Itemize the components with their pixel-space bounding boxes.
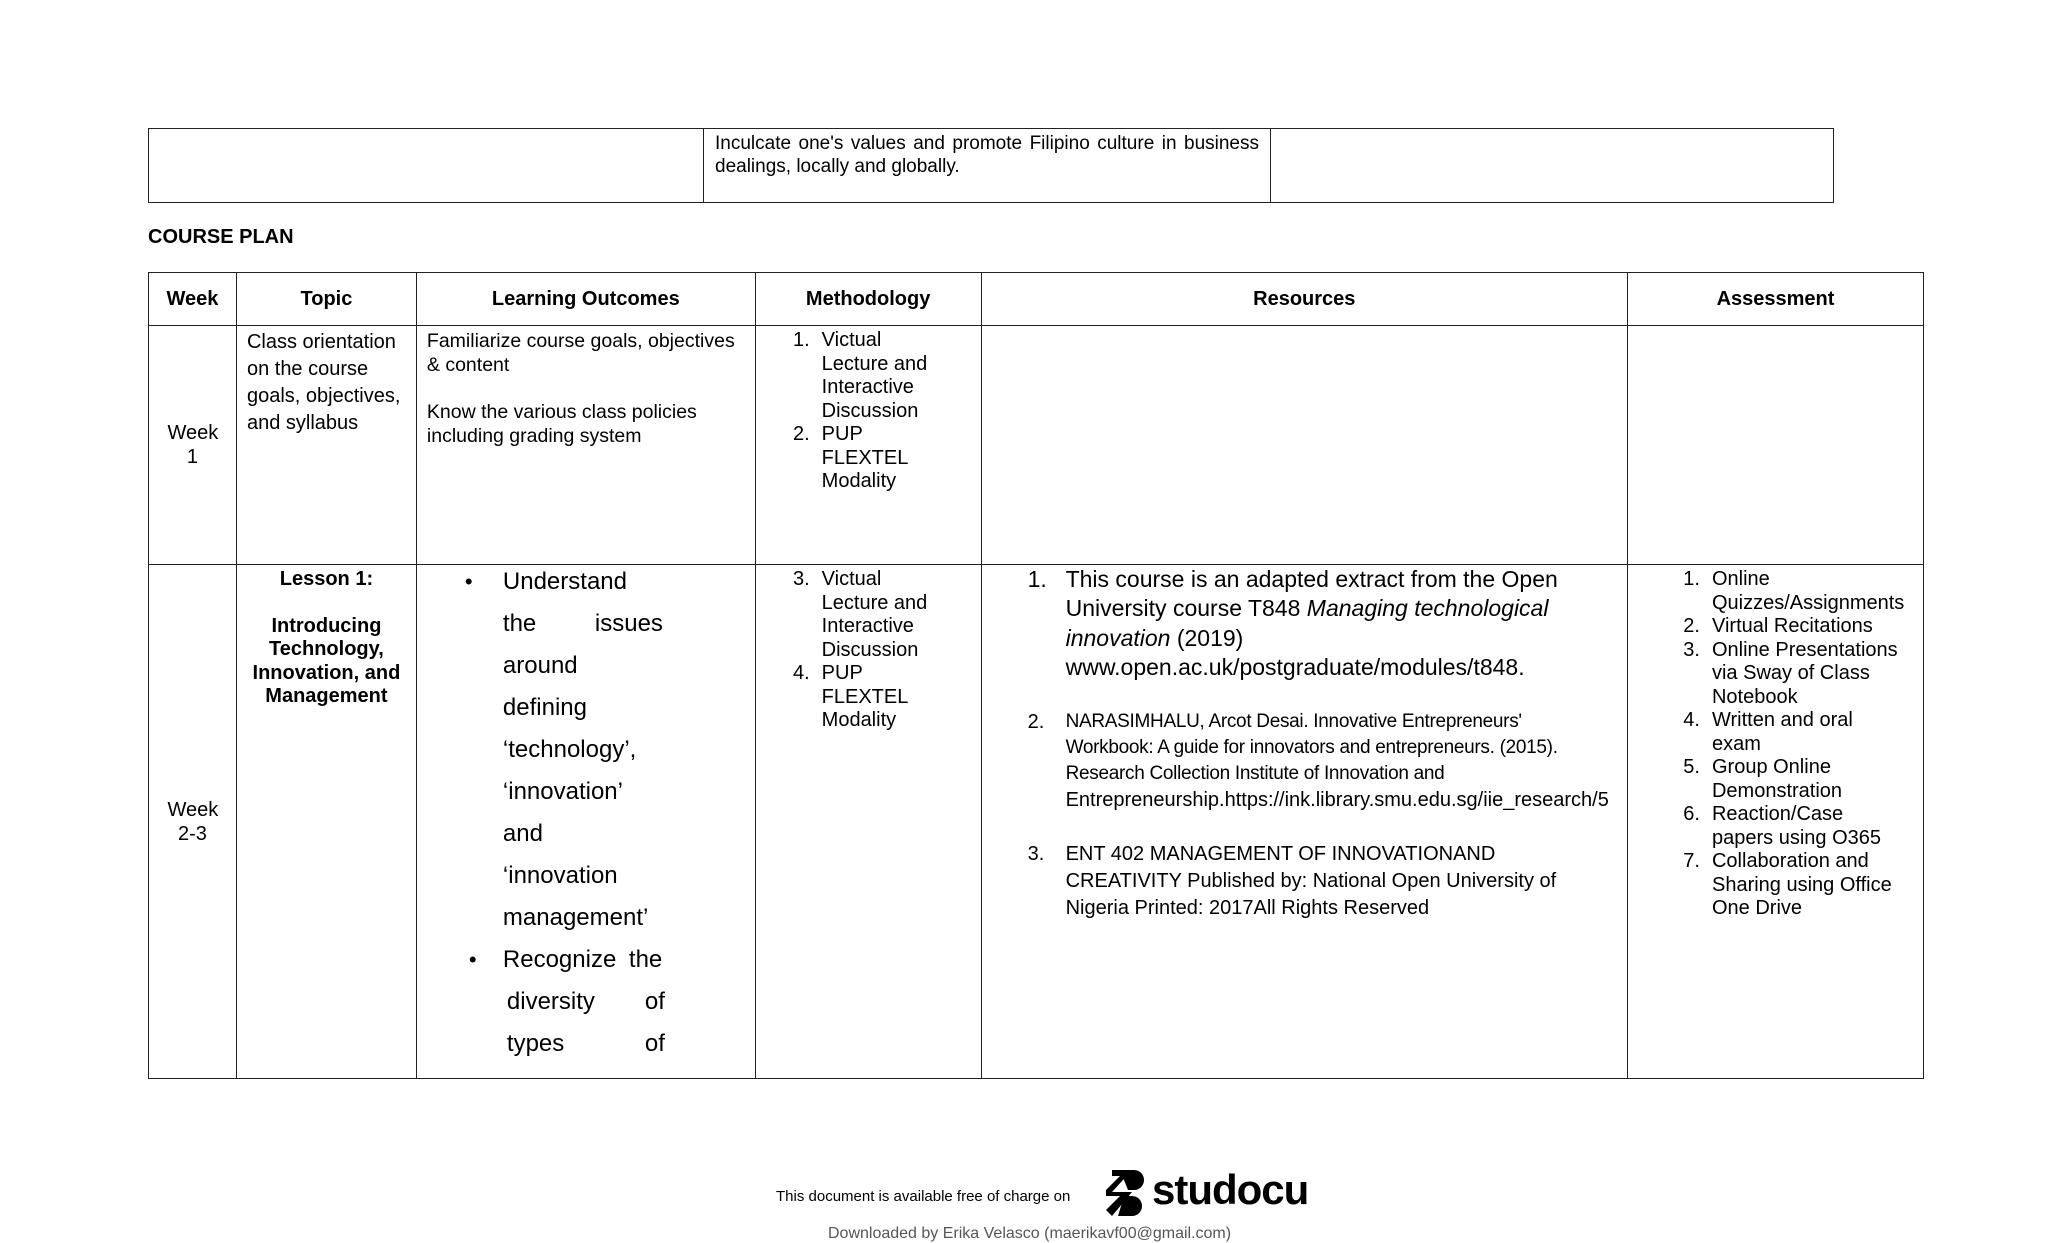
list-text: Victual Lecture and Interactive Discussion bbox=[821, 568, 928, 661]
lesson-title: Introducing Technology, Innovation, and Management bbox=[252, 614, 401, 707]
topic-cell bbox=[236, 565, 416, 1079]
resource-text: Nigeria Printed: 2017All Rights Reserved bbox=[1065, 897, 1430, 919]
list-number: 7. bbox=[1683, 850, 1700, 872]
resource-text: Research Collection Institute of Innovation and bbox=[1065, 763, 1445, 784]
outcome-word: ‘innovation’ bbox=[502, 778, 623, 805]
outcome-word: diversity bbox=[506, 988, 595, 1015]
top-left-cell bbox=[149, 129, 704, 203]
list-number: 2. bbox=[792, 423, 810, 445]
list-item bbox=[756, 662, 981, 733]
resource-text: Workbook: A guide for innovators and entrepreneurs. (2015). bbox=[1065, 737, 1558, 758]
list-item bbox=[1628, 639, 1923, 710]
list-item bbox=[1628, 568, 1923, 615]
methodology-list bbox=[756, 565, 981, 733]
resource-title-italic: Managing technological bbox=[1306, 595, 1549, 621]
header-learning-outcomes: Learning Outcomes bbox=[416, 273, 755, 326]
week-label: Week 2-3 bbox=[167, 798, 219, 845]
footer-download-text: Downloaded by Erika Velasco (maerikavf00@gmail.com) bbox=[828, 1225, 1232, 1242]
week-cell bbox=[149, 326, 237, 565]
outcome-word: of bbox=[644, 988, 665, 1015]
list-number: 2. bbox=[1683, 615, 1700, 637]
outcome-text: Know the various class policies including grading system bbox=[426, 401, 697, 447]
methodology-cell bbox=[755, 326, 981, 565]
list-item bbox=[756, 329, 981, 423]
resource-text bbox=[1066, 594, 1549, 624]
list-text: Online Presentations via Sway of Class Notebook bbox=[1711, 638, 1898, 708]
studocu-logo-icon bbox=[1098, 1168, 1146, 1218]
list-text: PUP FLEXTEL Modality bbox=[821, 662, 908, 731]
resource-number: 3. bbox=[1027, 843, 1045, 865]
header-week: Week bbox=[149, 273, 237, 326]
table-row-week-1 bbox=[149, 326, 1924, 565]
list-item bbox=[1628, 803, 1923, 850]
list-item bbox=[756, 568, 981, 662]
list-text: Written and oral exam bbox=[1711, 709, 1853, 755]
resource-text: CREATIVITY Published by: National Open University of bbox=[1065, 870, 1557, 892]
resource-url: Entrepreneurship.https://ink.library.smu.edu.sg/iie_research/5 bbox=[1065, 789, 1609, 811]
topic-cell: Class orientation on the course goals, objectives, and syllabus bbox=[236, 326, 416, 565]
top-right-cell bbox=[1271, 129, 1834, 203]
resource-text: NARASIMHALU, Arcot Desai. Innovative Entrepreneurs' bbox=[1065, 711, 1522, 732]
list-item bbox=[1628, 709, 1923, 756]
list-item bbox=[1628, 850, 1923, 921]
bullet-icon: • bbox=[464, 569, 473, 594]
list-number: 4. bbox=[792, 662, 810, 684]
studocu-brand-text: studocu bbox=[1152, 1166, 1309, 1213]
table-row-week-2-3 bbox=[149, 565, 1924, 1079]
resource-number: 2. bbox=[1027, 711, 1045, 733]
list-number: 6. bbox=[1683, 803, 1700, 825]
course-plan-heading: COURSE PLAN bbox=[148, 226, 294, 248]
list-text: Collaboration and Sharing using Office One Drive bbox=[1711, 850, 1892, 919]
outcome-word: ‘technology’, bbox=[502, 736, 637, 763]
header-resources: Resources bbox=[981, 273, 1627, 326]
list-item bbox=[1628, 615, 1923, 639]
list-text: Virtual Recitations bbox=[1711, 615, 1873, 637]
outcome-word: and bbox=[502, 820, 543, 847]
resource-text-part: University course T848 bbox=[1065, 595, 1307, 621]
list-number: 1. bbox=[1683, 568, 1700, 590]
list-text: Reaction/Case papers using O365 bbox=[1711, 803, 1881, 849]
resources-cell bbox=[981, 565, 1627, 1079]
outcome-word: around bbox=[502, 652, 578, 679]
list-item bbox=[1628, 756, 1923, 803]
methodology-list bbox=[756, 326, 981, 494]
outcome-word: management’ bbox=[502, 904, 649, 931]
outcome-word: ‘innovation bbox=[502, 862, 618, 889]
outcome-word: Recognize bbox=[502, 946, 617, 973]
resource-number: 1. bbox=[1027, 566, 1047, 592]
assessment-cell bbox=[1627, 326, 1923, 565]
outcome-word: the bbox=[628, 946, 663, 973]
list-text: Victual Lecture and Interactive Discussion bbox=[821, 329, 928, 422]
outcome-word: Understand bbox=[502, 568, 627, 595]
list-number: 3. bbox=[1683, 638, 1700, 661]
resource-text-part: (2019) bbox=[1170, 625, 1244, 651]
resource-title-italic: innovation bbox=[1065, 625, 1171, 651]
resource-text bbox=[1066, 624, 1244, 654]
list-number: 3. bbox=[792, 568, 810, 590]
outcome-text: Familiarize course goals, objectives & content bbox=[426, 330, 735, 376]
list-text: Online Quizzes/Assignments bbox=[1711, 568, 1905, 614]
header-row bbox=[149, 273, 1924, 326]
list-number: 1. bbox=[792, 329, 810, 351]
resource-text: This course is an adapted extract from the Open bbox=[1065, 566, 1558, 592]
list-text: PUP FLEXTEL Modality bbox=[821, 423, 908, 492]
methodology-cell bbox=[755, 565, 981, 1079]
outcome-word: the bbox=[502, 610, 537, 637]
lesson-number: Lesson 1: bbox=[279, 568, 374, 590]
outcome-word: issues bbox=[594, 610, 663, 637]
footer-availability-text: This document is available free of charge on bbox=[776, 1188, 1071, 1205]
assessment-cell bbox=[1627, 565, 1923, 1079]
resources-cell bbox=[981, 326, 1627, 565]
week-label: Week 1 bbox=[167, 422, 219, 468]
course-plan-table bbox=[148, 272, 1924, 1079]
resource-text: ENT 402 MANAGEMENT OF INNOVATIONAND bbox=[1065, 843, 1496, 865]
top-fragment-table bbox=[148, 128, 1834, 203]
resource-url: www.open.ac.uk/postgraduate/modules/t848. bbox=[1065, 654, 1525, 680]
header-methodology: Methodology bbox=[755, 273, 981, 326]
list-text: Group Online Demonstration bbox=[1711, 756, 1843, 802]
header-assessment: Assessment bbox=[1627, 273, 1923, 326]
header-topic: Topic bbox=[236, 273, 416, 326]
list-number: 4. bbox=[1683, 709, 1700, 731]
top-middle-cell: Inculcate one's values and promote Filipino culture in business dealings, locally and globally. bbox=[704, 129, 1271, 203]
learning-outcomes-cell bbox=[416, 565, 755, 1079]
outcome-word: types bbox=[506, 1030, 565, 1057]
bullet-icon: • bbox=[468, 947, 477, 972]
list-number: 5. bbox=[1683, 756, 1700, 778]
assessment-list bbox=[1628, 565, 1923, 921]
learning-outcomes-cell bbox=[416, 326, 755, 565]
week-cell bbox=[149, 565, 237, 1079]
list-item bbox=[756, 423, 981, 494]
outcome-word: defining bbox=[502, 694, 587, 721]
outcome-word: of bbox=[644, 1030, 665, 1057]
